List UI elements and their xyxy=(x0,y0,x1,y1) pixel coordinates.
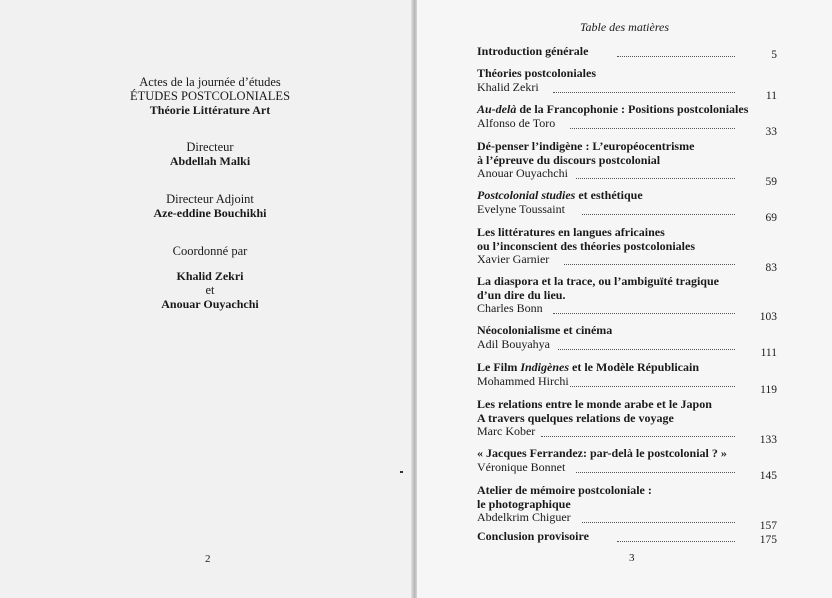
director-label: Directeur xyxy=(186,140,234,154)
toc-page-number: 69 xyxy=(765,211,777,224)
toc-entry xyxy=(477,67,762,94)
toc-entry-author: Anouar Ouyachchi xyxy=(477,166,568,180)
toc-leader-dots xyxy=(558,349,735,350)
toc-entry-author: Charles Bonn xyxy=(477,301,543,315)
toc-page-number: 83 xyxy=(765,262,777,274)
toc-leader-dots xyxy=(576,472,735,473)
toc-entry-title: A travers quelques relations de voyage xyxy=(477,410,674,425)
toc-entry-author: Mohammed Hirchi xyxy=(477,373,569,388)
toc-entry-title: Postcolonial studies et esthétique xyxy=(477,188,643,202)
toc-leader-dots xyxy=(564,264,735,265)
toc-entry-author: Alfonso de Toro xyxy=(477,115,556,130)
print-speck xyxy=(400,471,403,473)
toc-entry-title: à l’épreuve du discours postcolonial xyxy=(477,152,661,167)
coordinated-label: Coordonné par xyxy=(172,244,248,258)
toc-entry xyxy=(477,361,762,388)
toc-entry xyxy=(477,140,762,181)
toc-leader-dots xyxy=(553,92,735,93)
director-block xyxy=(60,140,360,168)
toc-entry-author: Marc Kober xyxy=(477,424,536,438)
toc-entry xyxy=(477,324,762,351)
toc-entry-author: Adil Bouyahya xyxy=(477,336,550,351)
toc-leader-dots xyxy=(582,522,735,523)
coordinators-block xyxy=(60,244,360,311)
toc-entry xyxy=(477,398,762,439)
toc-page-number: 157 xyxy=(759,520,777,532)
toc-entry-title: Les littératures en langues africaines xyxy=(477,225,665,239)
toc-leader-dots xyxy=(553,313,735,314)
director-name: Abdellah Malki xyxy=(169,154,251,168)
toc-entry-title: Introduction générale xyxy=(477,44,589,58)
toc-entry-author: Abdelkrim Chiguer xyxy=(477,510,571,524)
toc-entry-author: Xavier Garnier xyxy=(477,252,550,266)
toc-page-number: 11 xyxy=(765,89,777,102)
toc-entry-title: ou l’inconscient des théories postcoloniales xyxy=(477,238,695,253)
toc-entry xyxy=(477,226,762,267)
toc-entry-author: Khalid Zekri xyxy=(477,79,539,94)
and-word: et xyxy=(205,283,215,297)
toc-entry xyxy=(477,484,762,525)
deputy-block xyxy=(60,192,360,220)
coordinator-2: Anouar Ouyachchi xyxy=(161,297,259,311)
toc-entry-title: Au-delà de la Francophonie : Positions postcoloniales xyxy=(477,102,749,116)
deputy-label: Directeur Adjoint xyxy=(166,192,254,206)
toc-entry-title: Les relations entre le monde arabe et le Japon xyxy=(477,397,712,411)
toc-page-number: 175 xyxy=(759,534,777,546)
book-title: ÉTUDES POSTCOLONIALES xyxy=(129,89,291,103)
toc-entry-title: Conclusion provisoire xyxy=(477,529,589,543)
left-page-number: 2 xyxy=(205,553,211,565)
toc-entry-title: Néocolonialisme et cinéma xyxy=(477,323,613,337)
left-page xyxy=(0,0,413,598)
toc-entry-title: Théories postcoloniales xyxy=(477,66,596,80)
toc-page-number: 111 xyxy=(760,346,777,359)
toc-page-number: 133 xyxy=(759,434,777,446)
toc-page-number: 33 xyxy=(765,125,777,138)
toc-entry xyxy=(477,189,762,216)
toc-leader-dots xyxy=(617,541,735,542)
toc-entry-author: Véronique Bonnet xyxy=(477,459,566,474)
toc-leader-dots xyxy=(570,128,735,129)
toc-entry-title: le photographique xyxy=(477,496,571,511)
toc-leader-dots xyxy=(617,56,735,57)
toc-leader-dots xyxy=(582,214,735,215)
toc-title: Table des matières xyxy=(579,20,670,34)
proceedings-line: Actes de la journée d’études xyxy=(139,75,281,89)
toc-entry-title: d’un dire du lieu. xyxy=(477,287,566,302)
proceedings-header xyxy=(60,75,360,117)
right-page xyxy=(417,0,832,598)
toc-entry xyxy=(477,103,762,130)
toc-entry-title: La diaspora et la trace, ou l’ambiguïté tragique xyxy=(477,274,719,288)
toc-entry-author: Evelyne Toussaint xyxy=(477,201,565,216)
toc-entry-title: Le Film Indigènes et le Modèle Républicain xyxy=(477,360,699,374)
toc-entry-title: Atelier de mémoire postcoloniale : xyxy=(477,483,652,497)
toc-page-number: 145 xyxy=(759,469,777,482)
right-page-number: 3 xyxy=(629,552,635,564)
toc-page-number: 103 xyxy=(759,311,777,323)
toc-entry xyxy=(477,447,762,474)
toc-leader-dots xyxy=(541,436,735,437)
deputy-name: Aze-eddine Bouchikhi xyxy=(153,206,267,220)
toc-entry-title: Dé-penser l’indigène : L’européocentrisme xyxy=(477,139,695,153)
toc-leader-dots xyxy=(576,178,735,179)
book-subtitle: Théorie Littérature Art xyxy=(149,103,271,117)
toc-leader-dots xyxy=(570,386,735,387)
toc-page-number: 5 xyxy=(771,49,777,61)
toc-entry xyxy=(477,275,762,316)
toc-page-number: 59 xyxy=(765,176,777,188)
toc-page-number: 119 xyxy=(760,383,777,396)
toc-entry-title: « Jacques Ferrandez: par-delà le postcolonial ? » xyxy=(477,446,727,460)
coordinator-1: Khalid Zekri xyxy=(176,269,244,283)
